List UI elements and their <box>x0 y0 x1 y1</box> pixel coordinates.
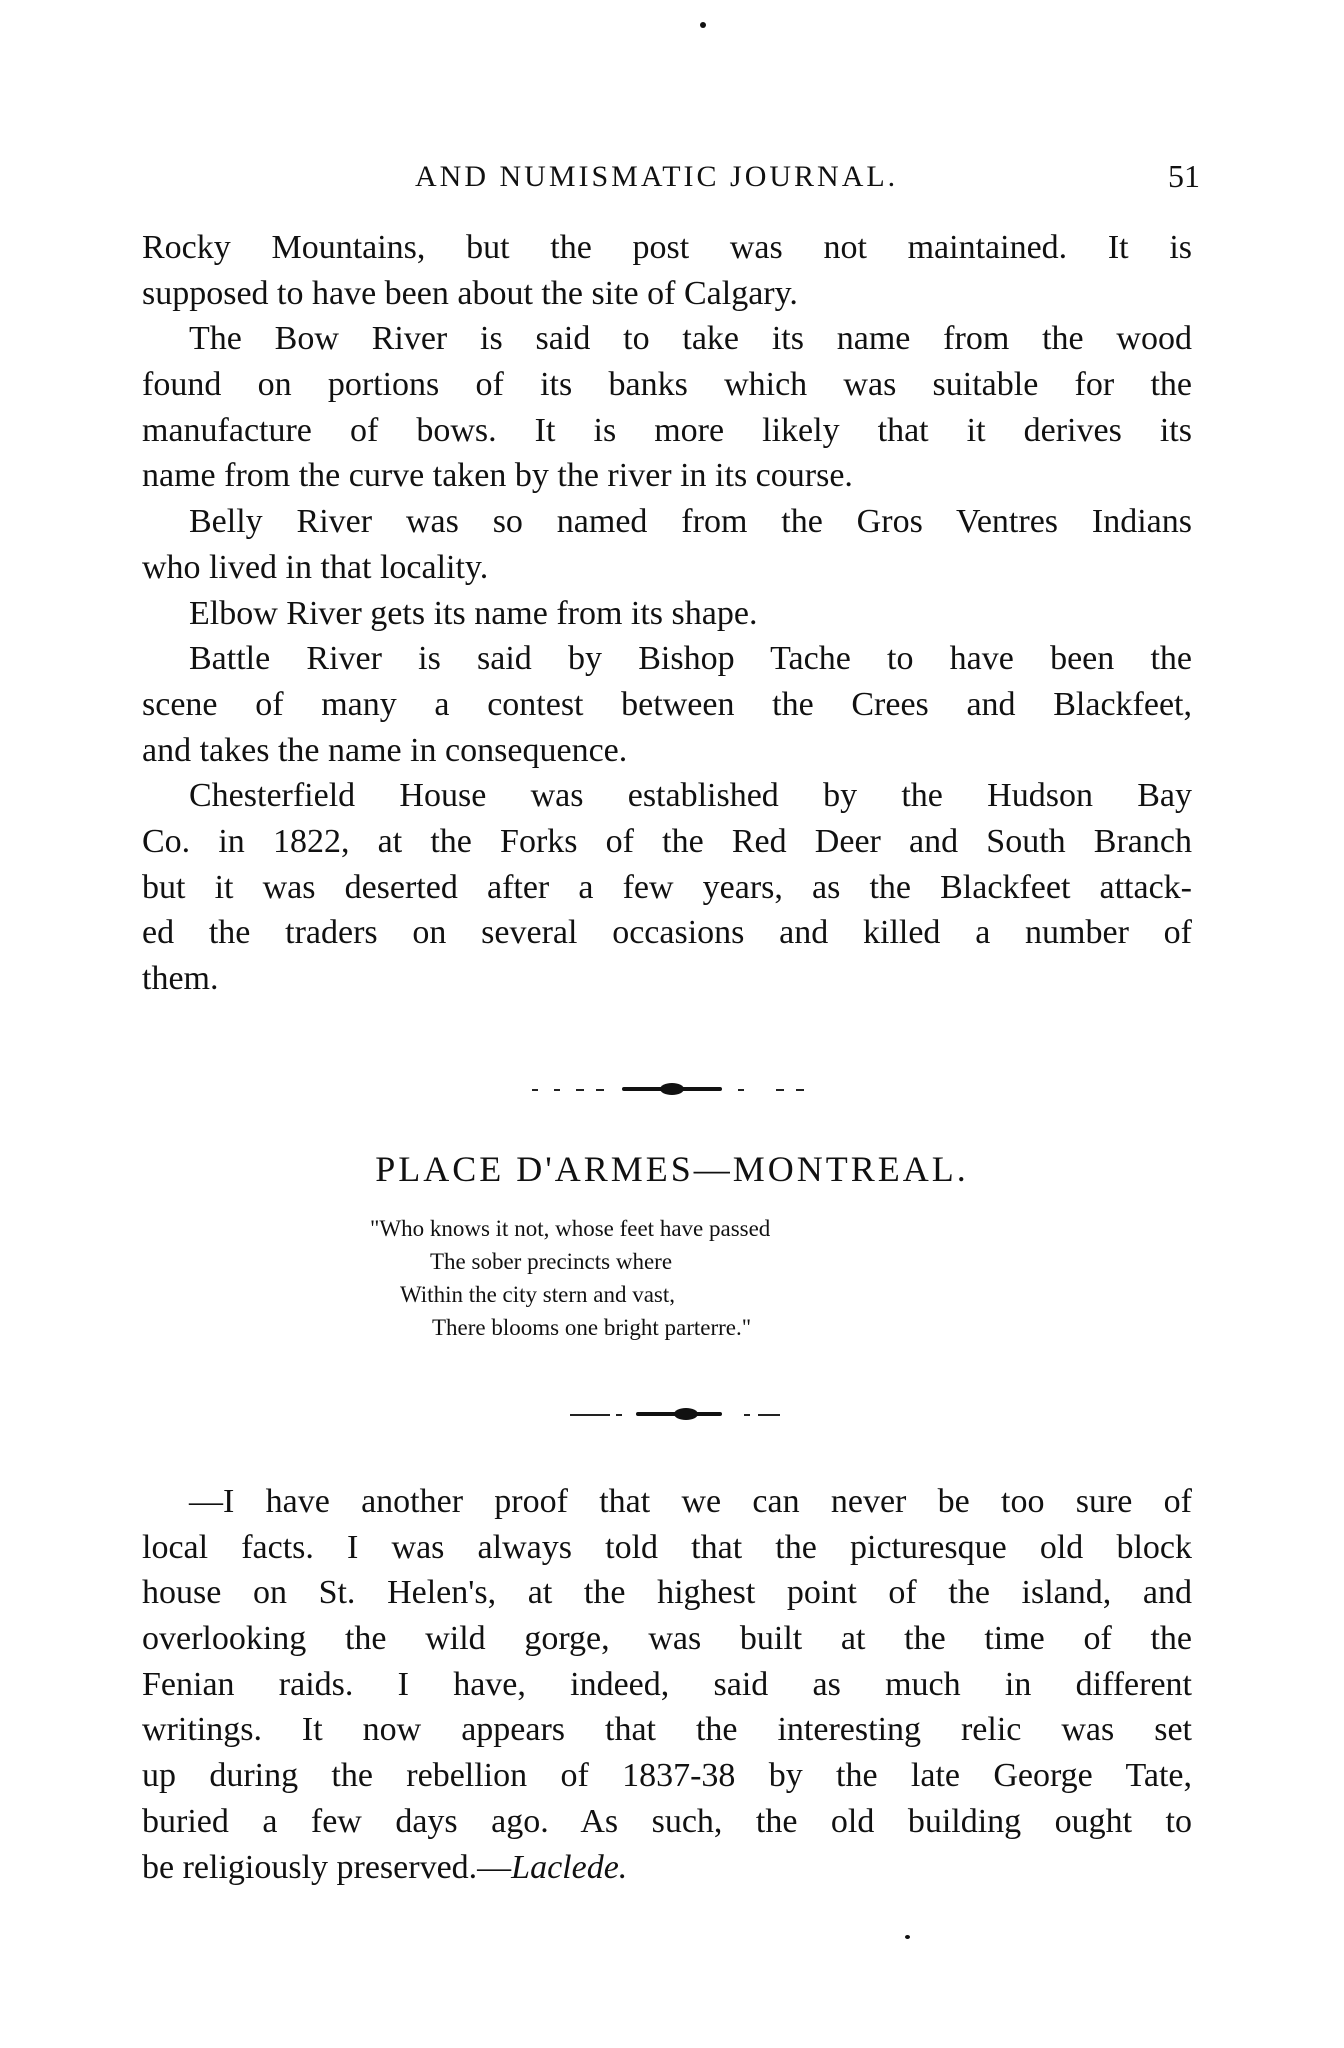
text-line: name from the curve taken by the river in its course. <box>142 457 853 495</box>
text-line: supposed to have been about the site of Calgary. <box>142 274 798 312</box>
text-line: Elbow River gets its name from its shape. <box>189 594 758 632</box>
text-line: and takes the name in consequence. <box>142 731 628 769</box>
text-block-block-house <box>142 1479 1192 1890</box>
text-line: but it was deserted after a few years, as the Blackfeet attack- <box>142 868 1192 906</box>
text-line: ed the traders on several occasions and killed a number of <box>142 914 1192 952</box>
page-header <box>140 160 1200 200</box>
text-line: Battle River is said by Bishop Tache to have been the <box>189 640 1192 678</box>
text-line: local facts. I was always told that the picturesque old block <box>142 1528 1192 1566</box>
poem-line: The sober precincts where <box>430 1249 673 1274</box>
text-line: The Bow River is said to take its name from the wood <box>189 320 1192 358</box>
text-line: overlooking the wild gorge, was built at the time of the <box>142 1620 1192 1658</box>
text-line-final <box>142 1845 1192 1891</box>
poem-line: Within the city stern and vast, <box>400 1282 676 1307</box>
printer-mark <box>905 1935 910 1939</box>
section-ornament <box>0 1080 1344 1100</box>
text-line: —I have another proof that we can never be too sure of <box>189 1483 1192 1520</box>
text-line: Co. in 1822, at the Forks of the Red Deer and South Branch <box>142 822 1192 860</box>
text-line: house on St. Helen's, at the highest point of the island, and <box>142 1574 1192 1612</box>
text-line: found on portions of its banks which was suitable for the <box>142 366 1192 404</box>
printer-mark <box>700 22 706 28</box>
text-line: be religiously preserved.— <box>142 1848 512 1886</box>
section-title: PLACE D'ARMES—MONTREAL. <box>375 1149 969 1189</box>
text-line: Belly River was so named from the Gros Ventres Indians <box>189 503 1192 541</box>
running-head: AND NUMISMATIC JOURNAL. <box>415 160 899 193</box>
text-line: buried a few days ago. As such, the old building ought to <box>142 1802 1192 1840</box>
page-number: 51 <box>1168 158 1200 194</box>
poem-line: There blooms one bright parterre." <box>432 1315 752 1340</box>
text-line: Rocky Mountains, but the post was not maintained. It is <box>142 229 1192 266</box>
poem-line: "Who knows it not, whose feet have passed <box>370 1216 771 1241</box>
text-line: writings. It now appears that the interesting relic was set <box>142 1711 1192 1749</box>
text-line: who lived in that locality. <box>142 548 489 586</box>
text-line: Fenian raids. I have, indeed, said as much in different <box>142 1665 1192 1703</box>
text-line: them. <box>142 960 219 997</box>
author-signature: Laclede. <box>511 1848 628 1886</box>
text-line: scene of many a contest between the Crees and Blackfeet, <box>142 685 1192 723</box>
text-block-bow-river <box>142 225 1192 1002</box>
text-line: Chesterfield House was established by the Hudson Bay <box>189 777 1192 815</box>
text-line: up during the rebellion of 1837-38 by the late George Tate, <box>142 1757 1192 1795</box>
text-line: manufacture of bows. It is more likely that it derives its <box>142 411 1192 449</box>
section-ornament <box>0 1405 1344 1425</box>
